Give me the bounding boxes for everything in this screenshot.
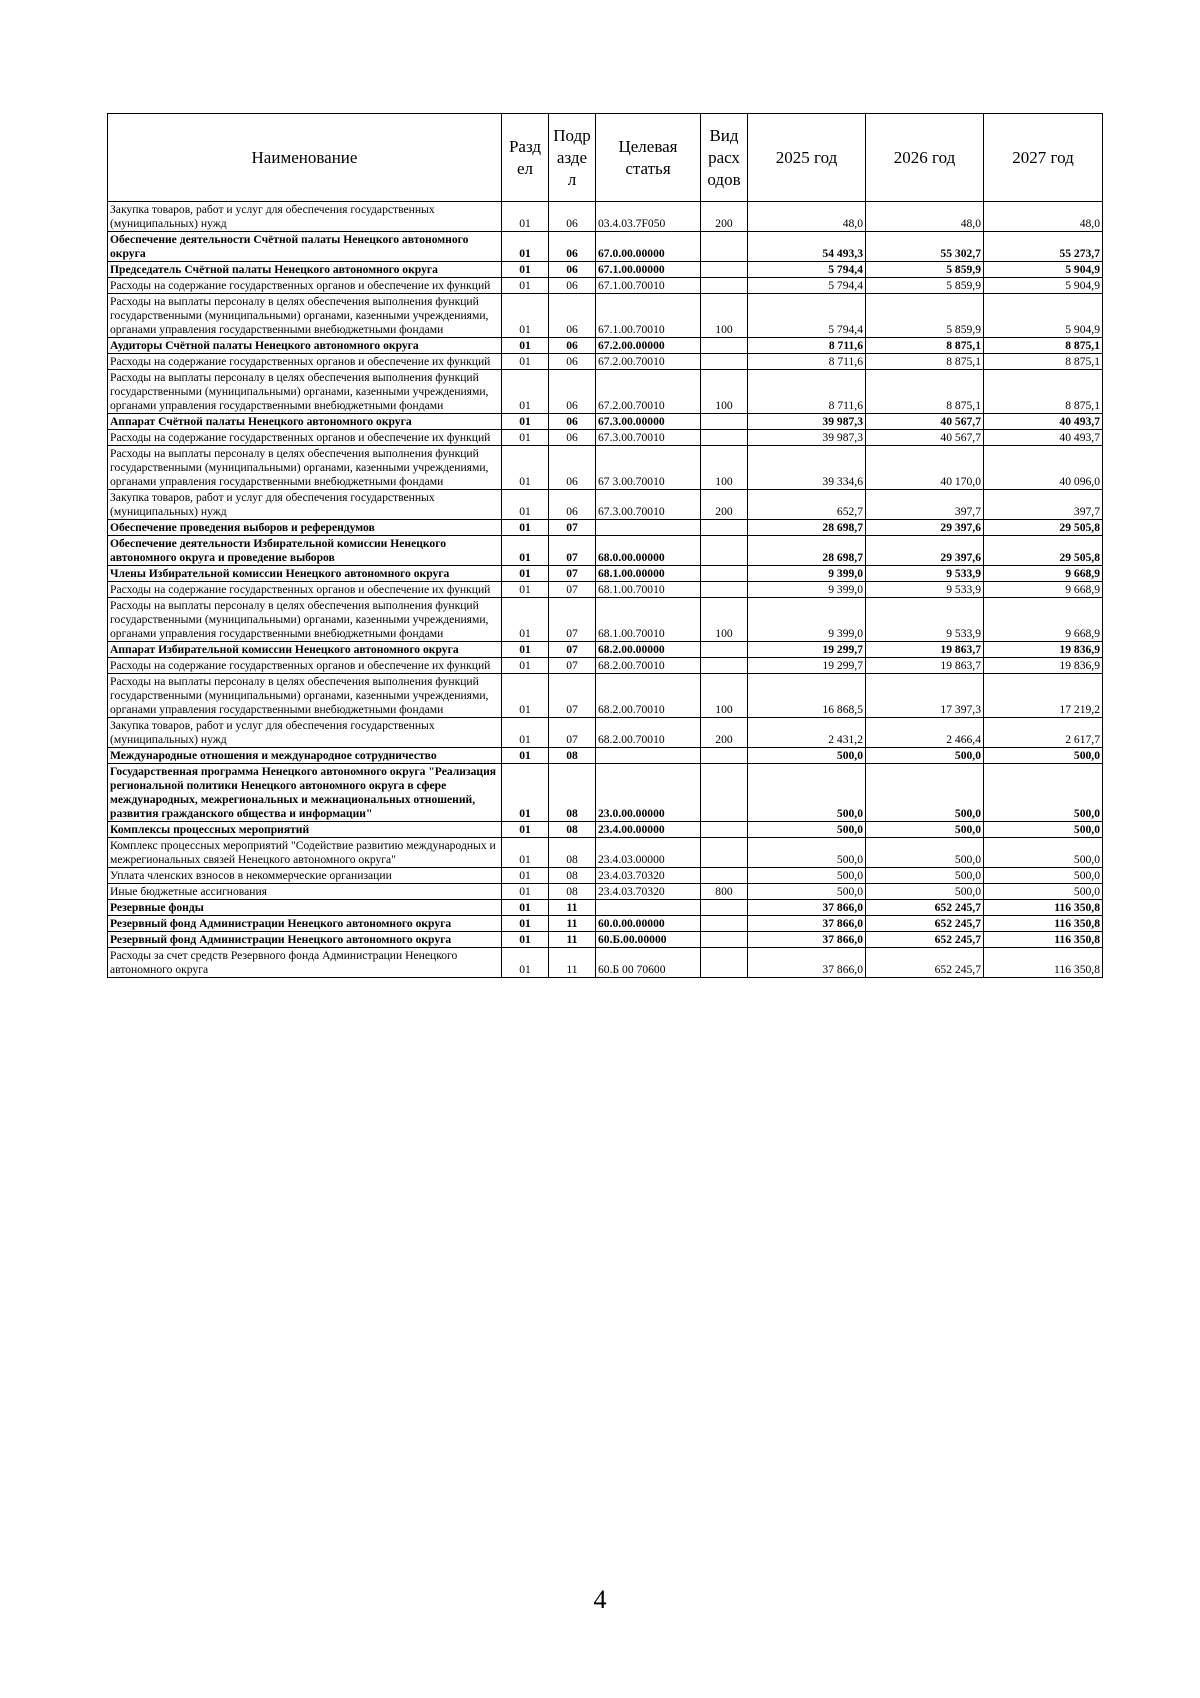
row-value-2027: 8 875,1 (984, 370, 1103, 414)
row-value-2026: 500,0 (866, 748, 984, 764)
row-value-2027: 116 350,8 (984, 948, 1103, 978)
row-value-2026: 48,0 (866, 202, 984, 232)
table-row (108, 278, 1103, 294)
row-target-article: 67.1.00.00000 (596, 262, 701, 278)
row-value-2025: 48,0 (748, 202, 866, 232)
row-section: 01 (502, 598, 549, 642)
row-section: 01 (502, 748, 549, 764)
row-value-2027: 116 350,8 (984, 900, 1103, 916)
row-value-2027: 8 875,1 (984, 354, 1103, 370)
table-row (108, 430, 1103, 446)
row-value-2026: 652 245,7 (866, 916, 984, 932)
row-value-2025: 39 334,6 (748, 446, 866, 490)
row-value-2025: 500,0 (748, 868, 866, 884)
row-value-2026: 55 302,7 (866, 232, 984, 262)
row-value-2026: 40 170,0 (866, 446, 984, 490)
row-section: 01 (502, 278, 549, 294)
table-row (108, 536, 1103, 566)
table-row (108, 748, 1103, 764)
row-value-2027: 40 493,7 (984, 414, 1103, 430)
table-row (108, 338, 1103, 354)
row-value-2025: 9 399,0 (748, 582, 866, 598)
row-target-article: 60.0.00.00000 (596, 916, 701, 932)
row-value-2026: 500,0 (866, 884, 984, 900)
table-row (108, 490, 1103, 520)
row-target-article: 23.0.00.00000 (596, 764, 701, 822)
row-expense-type (701, 414, 748, 430)
row-value-2026: 40 567,7 (866, 414, 984, 430)
row-name: Закупка товаров, работ и услуг для обеспечения государственных (муниципальных) нужд (108, 490, 502, 520)
row-section: 01 (502, 916, 549, 932)
row-value-2026: 652 245,7 (866, 932, 984, 948)
row-section: 01 (502, 764, 549, 822)
row-target-article: 23.4.03.70320 (596, 884, 701, 900)
row-name: Председатель Счётной палаты Ненецкого автономного округа (108, 262, 502, 278)
row-expense-type (701, 338, 748, 354)
row-value-2026: 500,0 (866, 764, 984, 822)
row-name: Расходы на содержание государственных органов и обеспечение их функций (108, 278, 502, 294)
row-name: Расходы на выплаты персоналу в целях обеспечения выполнения функций государственными (муниципальными) органами, казенными учреждениями, органами управления государственными внебюджетными фондами (108, 294, 502, 338)
row-value-2027: 500,0 (984, 868, 1103, 884)
row-target-article (596, 748, 701, 764)
row-section: 01 (502, 884, 549, 900)
row-section: 01 (502, 838, 549, 868)
row-value-2025: 500,0 (748, 884, 866, 900)
table-header-row (108, 114, 1103, 202)
row-value-2026: 652 245,7 (866, 948, 984, 978)
row-subsection: 11 (549, 948, 596, 978)
row-section: 01 (502, 932, 549, 948)
row-name: Расходы на выплаты персоналу в целях обеспечения выполнения функций государственными (муниципальными) органами, казенными учреждениями, органами управления государственными внебюджетными фондами (108, 674, 502, 718)
row-target-article: 67.3.00.70010 (596, 430, 701, 446)
row-name: Расходы на содержание государственных органов и обеспечение их функций (108, 354, 502, 370)
row-value-2027: 5 904,9 (984, 278, 1103, 294)
row-subsection: 08 (549, 884, 596, 900)
row-section: 01 (502, 354, 549, 370)
row-value-2026: 500,0 (866, 838, 984, 868)
row-expense-type (701, 868, 748, 884)
row-value-2027: 397,7 (984, 490, 1103, 520)
row-target-article: 67.0.00.00000 (596, 232, 701, 262)
row-subsection: 08 (549, 748, 596, 764)
row-expense-type (701, 764, 748, 822)
table-row (108, 232, 1103, 262)
table-row (108, 884, 1103, 900)
header-subsection: Подр азде л (549, 114, 596, 202)
table-row (108, 868, 1103, 884)
row-name: Расходы на выплаты персоналу в целях обеспечения выполнения функций государственными (муниципальными) органами, казенными учреждениями, органами управления государственными внебюджетными фондами (108, 598, 502, 642)
row-subsection: 06 (549, 414, 596, 430)
table-row (108, 658, 1103, 674)
table-row (108, 294, 1103, 338)
row-section: 01 (502, 490, 549, 520)
table-row (108, 948, 1103, 978)
row-target-article: 67.2.00.70010 (596, 354, 701, 370)
row-subsection: 06 (549, 262, 596, 278)
row-target-article: 67.1.00.70010 (596, 278, 701, 294)
row-name: Государственная программа Ненецкого автономного округа "Реализация региональной политики Ненецкого автономного округа в сфере международных, межрегиональных и межнациональных отношений, развития гражданского общества и информации" (108, 764, 502, 822)
header-year-2026: 2026 год (866, 114, 984, 202)
row-expense-type (701, 748, 748, 764)
table-row (108, 598, 1103, 642)
row-subsection: 06 (549, 232, 596, 262)
row-value-2027: 40 493,7 (984, 430, 1103, 446)
row-section: 01 (502, 430, 549, 446)
row-value-2027: 40 096,0 (984, 446, 1103, 490)
table-row (108, 822, 1103, 838)
row-target-article: 67.3.00.00000 (596, 414, 701, 430)
row-value-2026: 5 859,9 (866, 294, 984, 338)
row-subsection: 07 (549, 598, 596, 642)
row-section: 01 (502, 674, 549, 718)
row-target-article: 68.1.00.70010 (596, 582, 701, 598)
header-target: Целевая статья (596, 114, 701, 202)
row-section: 01 (502, 520, 549, 536)
row-name: Расходы за счет средств Резервного фонда Администрации Ненецкого автономного округа (108, 948, 502, 978)
row-name: Иные бюджетные ассигнования (108, 884, 502, 900)
row-expense-type (701, 566, 748, 582)
row-section: 01 (502, 370, 549, 414)
row-section: 01 (502, 262, 549, 278)
row-value-2025: 19 299,7 (748, 658, 866, 674)
row-value-2025: 54 493,3 (748, 232, 866, 262)
row-expense-type (701, 642, 748, 658)
table-row (108, 354, 1103, 370)
row-value-2025: 39 987,3 (748, 430, 866, 446)
row-name: Обеспечение проведения выборов и референдумов (108, 520, 502, 536)
row-subsection: 08 (549, 838, 596, 868)
row-name: Резервный фонд Администрации Ненецкого автономного округа (108, 916, 502, 932)
row-value-2025: 500,0 (748, 748, 866, 764)
row-name: Расходы на выплаты персоналу в целях обеспечения выполнения функций государственными (муниципальными) органами, казенными учреждениями, органами управления государственными внебюджетными фондами (108, 446, 502, 490)
row-expense-type (701, 262, 748, 278)
row-value-2026: 397,7 (866, 490, 984, 520)
row-value-2025: 28 698,7 (748, 536, 866, 566)
row-expense-type: 100 (701, 294, 748, 338)
row-value-2025: 8 711,6 (748, 338, 866, 354)
table-row (108, 582, 1103, 598)
row-target-article: 68.2.00.70010 (596, 658, 701, 674)
row-value-2025: 37 866,0 (748, 948, 866, 978)
row-value-2027: 48,0 (984, 202, 1103, 232)
row-value-2026: 652 245,7 (866, 900, 984, 916)
row-subsection: 08 (549, 822, 596, 838)
row-name: Закупка товаров, работ и услуг для обеспечения государственных (муниципальных) нужд (108, 202, 502, 232)
row-value-2027: 5 904,9 (984, 294, 1103, 338)
row-section: 01 (502, 446, 549, 490)
row-name: Международные отношения и международное сотрудничество (108, 748, 502, 764)
row-value-2027: 500,0 (984, 748, 1103, 764)
row-subsection: 08 (549, 868, 596, 884)
row-subsection: 06 (549, 370, 596, 414)
table-row (108, 932, 1103, 948)
row-value-2025: 37 866,0 (748, 916, 866, 932)
row-value-2025: 28 698,7 (748, 520, 866, 536)
row-section: 01 (502, 536, 549, 566)
row-value-2027: 8 875,1 (984, 338, 1103, 354)
row-section: 01 (502, 294, 549, 338)
row-value-2027: 29 505,8 (984, 520, 1103, 536)
table-body (108, 202, 1103, 978)
budget-table-container (107, 113, 1102, 978)
header-name: Наименование (108, 114, 502, 202)
budget-table (107, 113, 1103, 978)
row-target-article: 23.4.03.70320 (596, 868, 701, 884)
row-name: Расходы на содержание государственных органов и обеспечение их функций (108, 658, 502, 674)
table-row (108, 370, 1103, 414)
row-subsection: 06 (549, 354, 596, 370)
row-subsection: 06 (549, 446, 596, 490)
row-subsection: 07 (549, 566, 596, 582)
row-subsection: 07 (549, 658, 596, 674)
row-subsection: 06 (549, 430, 596, 446)
row-value-2026: 8 875,1 (866, 338, 984, 354)
row-target-article: 67 3.00.70010 (596, 446, 701, 490)
row-value-2026: 500,0 (866, 822, 984, 838)
header-year-2025: 2025 год (748, 114, 866, 202)
row-name: Резервный фонд Администрации Ненецкого автономного округа (108, 932, 502, 948)
row-name: Члены Избирательной комиссии Ненецкого автономного округа (108, 566, 502, 582)
row-expense-type (701, 838, 748, 868)
row-expense-type (701, 658, 748, 674)
row-expense-type (701, 232, 748, 262)
row-section: 01 (502, 658, 549, 674)
row-name: Обеспечение деятельности Избирательной комиссии Ненецкого автономного округа и проведение выборов (108, 536, 502, 566)
row-section: 01 (502, 582, 549, 598)
table-row (108, 520, 1103, 536)
row-target-article (596, 900, 701, 916)
row-value-2025: 500,0 (748, 822, 866, 838)
row-value-2026: 17 397,3 (866, 674, 984, 718)
row-target-article: 67.1.00.70010 (596, 294, 701, 338)
row-expense-type: 100 (701, 446, 748, 490)
row-expense-type (701, 536, 748, 566)
row-target-article (596, 520, 701, 536)
row-value-2026: 5 859,9 (866, 278, 984, 294)
table-row (108, 642, 1103, 658)
table-row (108, 446, 1103, 490)
table-row (108, 718, 1103, 748)
row-expense-type: 800 (701, 884, 748, 900)
row-value-2026: 9 533,9 (866, 566, 984, 582)
row-value-2026: 9 533,9 (866, 598, 984, 642)
row-section: 01 (502, 822, 549, 838)
row-value-2027: 29 505,8 (984, 536, 1103, 566)
row-name: Резервные фонды (108, 900, 502, 916)
row-subsection: 07 (549, 536, 596, 566)
row-target-article: 23.4.03.00000 (596, 838, 701, 868)
row-value-2026: 19 863,7 (866, 642, 984, 658)
row-target-article: 68.1.00.70010 (596, 598, 701, 642)
row-expense-type (701, 916, 748, 932)
row-section: 01 (502, 948, 549, 978)
row-value-2027: 500,0 (984, 764, 1103, 822)
row-expense-type (701, 430, 748, 446)
row-value-2025: 19 299,7 (748, 642, 866, 658)
row-expense-type (701, 582, 748, 598)
row-name: Аппарат Счётной палаты Ненецкого автономного округа (108, 414, 502, 430)
header-year-2027: 2027 год (984, 114, 1103, 202)
row-value-2025: 16 868,5 (748, 674, 866, 718)
row-subsection: 06 (549, 278, 596, 294)
row-value-2025: 39 987,3 (748, 414, 866, 430)
table-row (108, 838, 1103, 868)
row-subsection: 07 (549, 582, 596, 598)
row-subsection: 06 (549, 294, 596, 338)
row-value-2026: 5 859,9 (866, 262, 984, 278)
row-subsection: 11 (549, 932, 596, 948)
row-expense-type: 100 (701, 370, 748, 414)
row-name: Расходы на выплаты персоналу в целях обеспечения выполнения функций государственными (муниципальными) органами, казенными учреждениями, органами управления государственными внебюджетными фондами (108, 370, 502, 414)
row-target-article: 68.2.00.70010 (596, 674, 701, 718)
row-expense-type (701, 900, 748, 916)
row-value-2027: 9 668,9 (984, 566, 1103, 582)
row-subsection: 07 (549, 520, 596, 536)
row-value-2025: 5 794,4 (748, 294, 866, 338)
row-value-2027: 500,0 (984, 838, 1103, 868)
row-expense-type (701, 948, 748, 978)
row-expense-type (701, 278, 748, 294)
row-name: Комплекс процессных мероприятий "Содействие развитию международных и межрегиональных связей Ненецкого автономного округа" (108, 838, 502, 868)
row-section: 01 (502, 718, 549, 748)
row-value-2027: 116 350,8 (984, 932, 1103, 948)
row-subsection: 07 (549, 674, 596, 718)
row-name: Расходы на содержание государственных органов и обеспечение их функций (108, 430, 502, 446)
row-value-2025: 2 431,2 (748, 718, 866, 748)
row-expense-type (701, 520, 748, 536)
row-target-article: 68.1.00.00000 (596, 566, 701, 582)
row-value-2026: 2 466,4 (866, 718, 984, 748)
row-target-article: 60.Б.00.00000 (596, 932, 701, 948)
row-expense-type: 100 (701, 598, 748, 642)
row-value-2026: 9 533,9 (866, 582, 984, 598)
row-expense-type: 200 (701, 202, 748, 232)
row-value-2025: 9 399,0 (748, 566, 866, 582)
row-name: Аудиторы Счётной палаты Ненецкого автономного округа (108, 338, 502, 354)
row-value-2025: 500,0 (748, 838, 866, 868)
row-value-2027: 2 617,7 (984, 718, 1103, 748)
header-expense-type: Вид расх одов (701, 114, 748, 202)
row-subsection: 06 (549, 202, 596, 232)
table-row (108, 764, 1103, 822)
row-name: Уплата членских взносов в некоммерческие организации (108, 868, 502, 884)
row-expense-type: 200 (701, 718, 748, 748)
row-expense-type: 100 (701, 674, 748, 718)
table-row (108, 674, 1103, 718)
row-name: Закупка товаров, работ и услуг для обеспечения государственных (муниципальных) нужд (108, 718, 502, 748)
row-value-2025: 5 794,4 (748, 262, 866, 278)
row-subsection: 11 (549, 916, 596, 932)
row-value-2026: 8 875,1 (866, 370, 984, 414)
row-target-article: 67.3.00.70010 (596, 490, 701, 520)
row-name: Расходы на содержание государственных органов и обеспечение их функций (108, 582, 502, 598)
row-target-article: 67.2.00.70010 (596, 370, 701, 414)
row-value-2027: 116 350,8 (984, 916, 1103, 932)
row-target-article: 67.2.00.00000 (596, 338, 701, 354)
row-value-2027: 5 904,9 (984, 262, 1103, 278)
row-value-2025: 9 399,0 (748, 598, 866, 642)
row-value-2026: 29 397,6 (866, 536, 984, 566)
row-section: 01 (502, 414, 549, 430)
row-value-2025: 500,0 (748, 764, 866, 822)
row-value-2026: 19 863,7 (866, 658, 984, 674)
row-target-article: 03.4.03.7F050 (596, 202, 701, 232)
row-section: 01 (502, 566, 549, 582)
row-value-2025: 8 711,6 (748, 370, 866, 414)
row-name: Комплексы процессных мероприятий (108, 822, 502, 838)
row-section: 01 (502, 202, 549, 232)
row-value-2027: 9 668,9 (984, 598, 1103, 642)
row-expense-type (701, 822, 748, 838)
row-value-2025: 37 866,0 (748, 900, 866, 916)
row-subsection: 11 (549, 900, 596, 916)
row-target-article: 23.4.00.00000 (596, 822, 701, 838)
table-row (108, 900, 1103, 916)
row-value-2027: 55 273,7 (984, 232, 1103, 262)
row-value-2026: 29 397,6 (866, 520, 984, 536)
row-value-2025: 8 711,6 (748, 354, 866, 370)
row-value-2026: 40 567,7 (866, 430, 984, 446)
row-subsection: 07 (549, 642, 596, 658)
row-section: 01 (502, 232, 549, 262)
row-expense-type (701, 932, 748, 948)
row-target-article: 68.2.00.00000 (596, 642, 701, 658)
page-number: 4 (593, 1585, 607, 1614)
table-row (108, 414, 1103, 430)
row-value-2027: 500,0 (984, 822, 1103, 838)
row-subsection: 07 (549, 718, 596, 748)
row-subsection: 06 (549, 338, 596, 354)
table-row (108, 202, 1103, 232)
row-name: Аппарат Избирательной комиссии Ненецкого автономного округа (108, 642, 502, 658)
row-name: Обеспечение деятельности Счётной палаты Ненецкого автономного округа (108, 232, 502, 262)
row-target-article: 68.0.00.00000 (596, 536, 701, 566)
row-section: 01 (502, 338, 549, 354)
row-subsection: 06 (549, 490, 596, 520)
row-expense-type: 200 (701, 490, 748, 520)
row-subsection: 08 (549, 764, 596, 822)
row-expense-type (701, 354, 748, 370)
row-value-2025: 652,7 (748, 490, 866, 520)
header-section: Разд ел (502, 114, 549, 202)
row-value-2027: 19 836,9 (984, 642, 1103, 658)
row-value-2026: 8 875,1 (866, 354, 984, 370)
row-target-article: 60.Б 00 70600 (596, 948, 701, 978)
table-row (108, 262, 1103, 278)
row-section: 01 (502, 868, 549, 884)
row-value-2027: 17 219,2 (984, 674, 1103, 718)
row-section: 01 (502, 642, 549, 658)
row-value-2025: 37 866,0 (748, 932, 866, 948)
row-section: 01 (502, 900, 549, 916)
row-value-2027: 500,0 (984, 884, 1103, 900)
row-target-article: 68.2.00.70010 (596, 718, 701, 748)
table-row (108, 566, 1103, 582)
table-row (108, 916, 1103, 932)
row-value-2025: 5 794,4 (748, 278, 866, 294)
row-value-2027: 9 668,9 (984, 582, 1103, 598)
row-value-2027: 19 836,9 (984, 658, 1103, 674)
row-value-2026: 500,0 (866, 868, 984, 884)
